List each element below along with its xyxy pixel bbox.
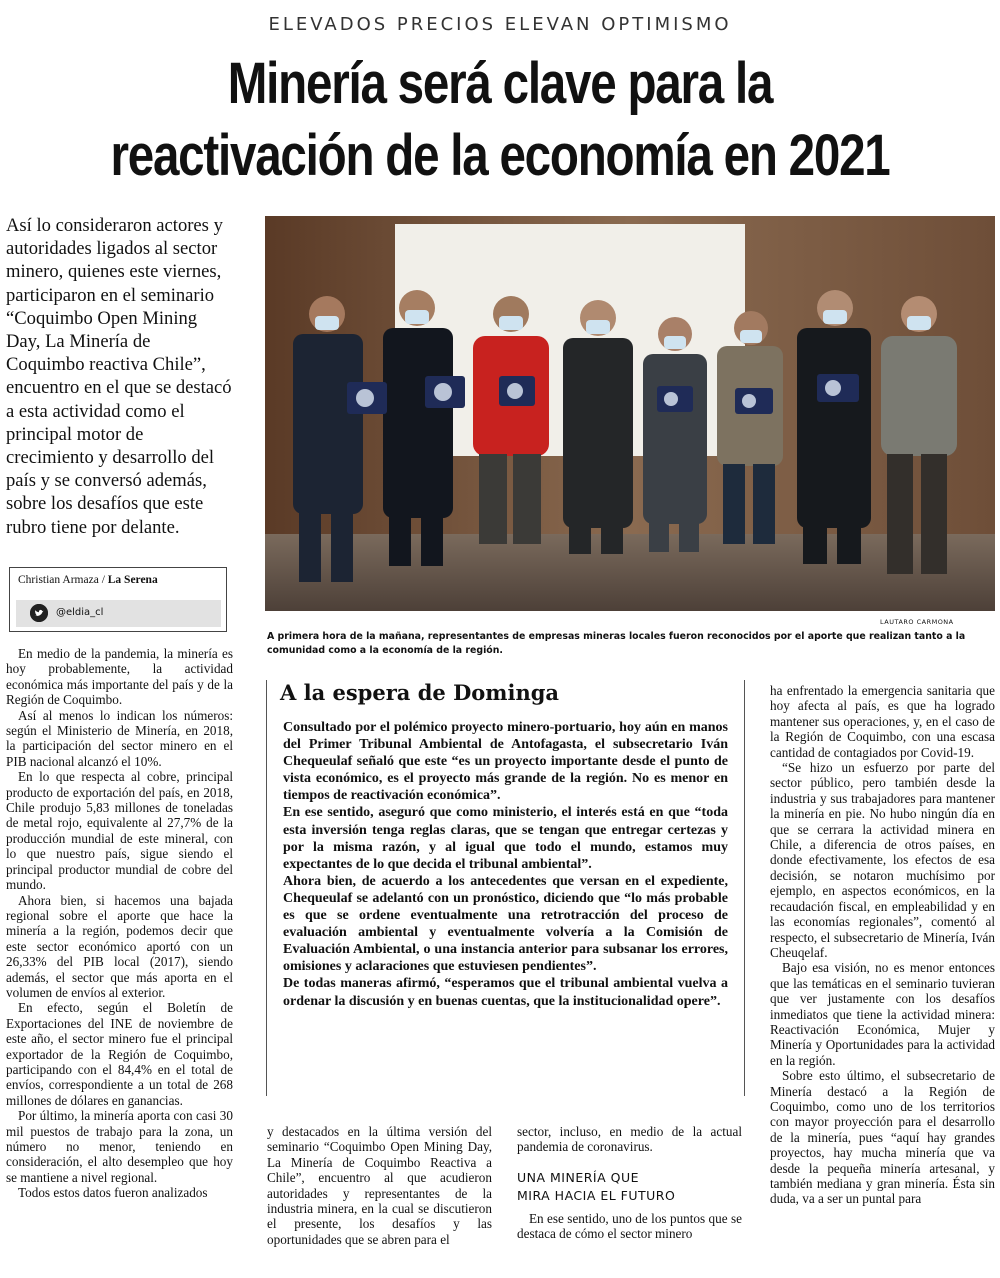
column-c (517, 1124, 742, 1242)
col1-paragraph: Por último, la minería aporta con casi 30 mil puestos de trabajo para la zona, un número no menor, teniendo en consideración, el alto desempleo que hoy se mantiene a nivel regional. (6, 1108, 233, 1185)
byline-box (9, 567, 227, 632)
col3-paragraph: Bajo esa visión, no es menor entonces que las temáticas en el seminario tuvieran que ver justamente con los desafíos inmediatos que tiene la actividad minera: Reactivación Económica, Mujer y Minería y Oportunidades para la actividad en la región. (770, 960, 995, 1068)
column-3 (770, 683, 995, 1207)
headline-line-2: reactivación de la economía en 2021 (110, 123, 890, 188)
photo-caption: A primera hora de la mañana, representantes de empresas mineras locales fueron reconocidos por el aporte que realizan tanto a la comunidad como a la economía de la región. (267, 631, 966, 656)
byline-author: Christian Armaza (18, 574, 99, 586)
col1-paragraph: Ahora bien, si hacemos una bajada regional sobre el aporte que hace la minería a la región, podemos decir que este sector económico aportó con un 26,33% del PIB local (2017), siendo además, el sector que más aporta en el volumen de envíos al exterior. (6, 892, 233, 1000)
box-paragraph: En ese sentido, aseguró que como ministerio, el interés está en que “toda esta inversión tenga reglas claras, que se tengan que entregar certezas y por la misma razón, y al igual que todo el mundo, estamos muy expectantes de lo que decida el tribunal ambiental”. (283, 805, 728, 872)
col3-paragraph: ha enfrentado la emergencia sanitaria que hoy afecta al país, es que ha logrado mantener sus operaciones, y, en el caso de la Región de Coquimbo, con una escasa cantidad de contagiados por Covid-19. (770, 683, 995, 760)
subhead-line-2: MIRA HACIA EL FUTURO (517, 1187, 676, 1203)
column-1 (6, 646, 233, 1201)
event-photo-illustration (265, 216, 995, 611)
headline (106, 48, 893, 192)
box-paragraph: De todas maneras afirmó, “esperamos que el tribunal ambiental vuelva a ordenar la discusión y en buenas cuentas, que la institucionalidad opere”. (283, 976, 728, 1009)
subhead-line-1: UNA MINERÍA QUE (517, 1169, 640, 1185)
lead-paragraph: Así lo consideraron actores y autoridades ligados al sector minero, quienes este viernes, participaron en el seminario “Coquimbo Open Mining Day, La Minería de Coquimbo reactiva Chile”, encuentro en el que se destacó a esta actividad como el principal motor de crecimiento y desarrollo del país y se conversó además, sobre los desafíos que este rubro tiene por delante. (6, 215, 232, 538)
twitter-bird-icon (30, 604, 48, 622)
event-photo (265, 216, 995, 611)
sidebar-box-body (283, 719, 728, 1010)
headline-line-1: Minería será clave para la (227, 51, 773, 116)
floor (265, 534, 995, 611)
colC-paragraph: En ese sentido, uno de los puntos que se destaca de cómo el sector minero (517, 1210, 742, 1242)
byline-location: La Serena (107, 574, 158, 586)
byline-separator: / (98, 574, 108, 586)
col3-paragraph: “Se hizo un esfuerzo por parte del sector público, pero también desde la industria y sus trabajadores para mantener la minería en pie. No hubo ningún día en que se cerrara la actividad minera en Chile, a diferencia de otros países, en donde efectivamente, los efectos de esa decisión, se notaron muchísimo por ejemplo, en aspectos económicos, en la recaudación fiscal, en empleabilidad y en las economías regionales”, comentó al respecto, el subsecretario de Minería, Iván Cheuqelaf. (770, 760, 995, 960)
colB-paragraph: y destacados en la última versión del seminario “Coquimbo Open Mining Day, La Minería de Coquimbo Reactiva a Chile”, encuentro al que acudieron autoridades y representantes de la industria minera, en la cual se discutieron el presente, los desafíos y las oportunidades que se abren para el (267, 1124, 492, 1247)
photo-credit: LAUTARO CARMONA (880, 618, 954, 626)
kicker: ELEVADOS PRECIOS ELEVAN OPTIMISMO (268, 14, 732, 35)
person-7 (797, 290, 871, 564)
twitter-handle[interactable]: @eldia_cl (56, 607, 104, 618)
col1-paragraph: Así al menos lo indican los números: según el Ministerio de Minería, en 2018, la participación del sector minero en el PIB nacional alcanzó el 10%. (6, 707, 233, 769)
twitter-bar[interactable] (16, 600, 221, 627)
twitter-bird-icon-svg (30, 604, 48, 622)
column-b (267, 1124, 492, 1247)
byline (18, 574, 158, 586)
colC-intro: sector, incluso, en medio de la actual pandemia de coronavirus. (517, 1124, 742, 1155)
col1-paragraph: En efecto, según el Boletín de Exportaciones del INE de noviembre de este año, el sector minero fue el principal exportador de la Región de Coquimbo, participando con el 84,4% en el total de envíos, correspondiente a un total de 268 millones de dólares en ganancias. (6, 1000, 233, 1108)
col1-paragraph: En lo que respecta al cobre, principal producto de exportación del país, en 2018, Chile produjo 5,83 millones de toneladas de metal rojo, equivalente al 27,7% de la producción mundial de este mineral, con lo que nuestro país, sigue siendo el principal productor mundial de cobre del mundo. (6, 769, 233, 893)
section-subhead (517, 1169, 742, 1205)
col3-paragraph: Sobre esto último, el subsecretario de Minería destacó a la Región de Coquimbo, como uno de los territorios con mayor proyección para el desarrollo de la minería, pues “aquí hay grandes proyectos, hay mucha minería que va desde la pequeña minería artesanal, y también mediana y gran minería. Ésta sin duda, va a ser un puntal para (770, 1068, 995, 1207)
col1-paragraph: En medio de la pandemia, la minería es hoy probablemente, la actividad económica más importante del país y de la Región de Coquimbo. (6, 646, 233, 708)
box-paragraph: Consultado por el polémico proyecto minero-portuario, hoy aún en manos del Primer Tribunal Ambiental de Antofagasta, el subsecretario Iván Chequeulaf señaló que este “es un proyecto importante desde el punto de vista económico, es el proyecto más grande de la región. No es menor en tiempos de reactivación económica”. (283, 720, 728, 804)
box-paragraph: Ahora bien, de acuerdo a los antecedentes que versan en el expediente, Chequeulaf se adelantó con un pronóstico, diciendo que “lo más probable es que se ordene eventualmente una retrotracción del proceso de evaluación ambiental y eventualmente volvería a la Comisión de Evaluación Ambiental, o una instancia anterior para subsanar los errores, omisiones y aclaraciones que estuviesen pendientes”. (283, 873, 728, 975)
sidebar-box-title: A la espera de Dominga (280, 680, 560, 705)
person-4 (563, 300, 633, 554)
col1-paragraph: Todos estos datos fueron analizados (18, 1185, 208, 1201)
